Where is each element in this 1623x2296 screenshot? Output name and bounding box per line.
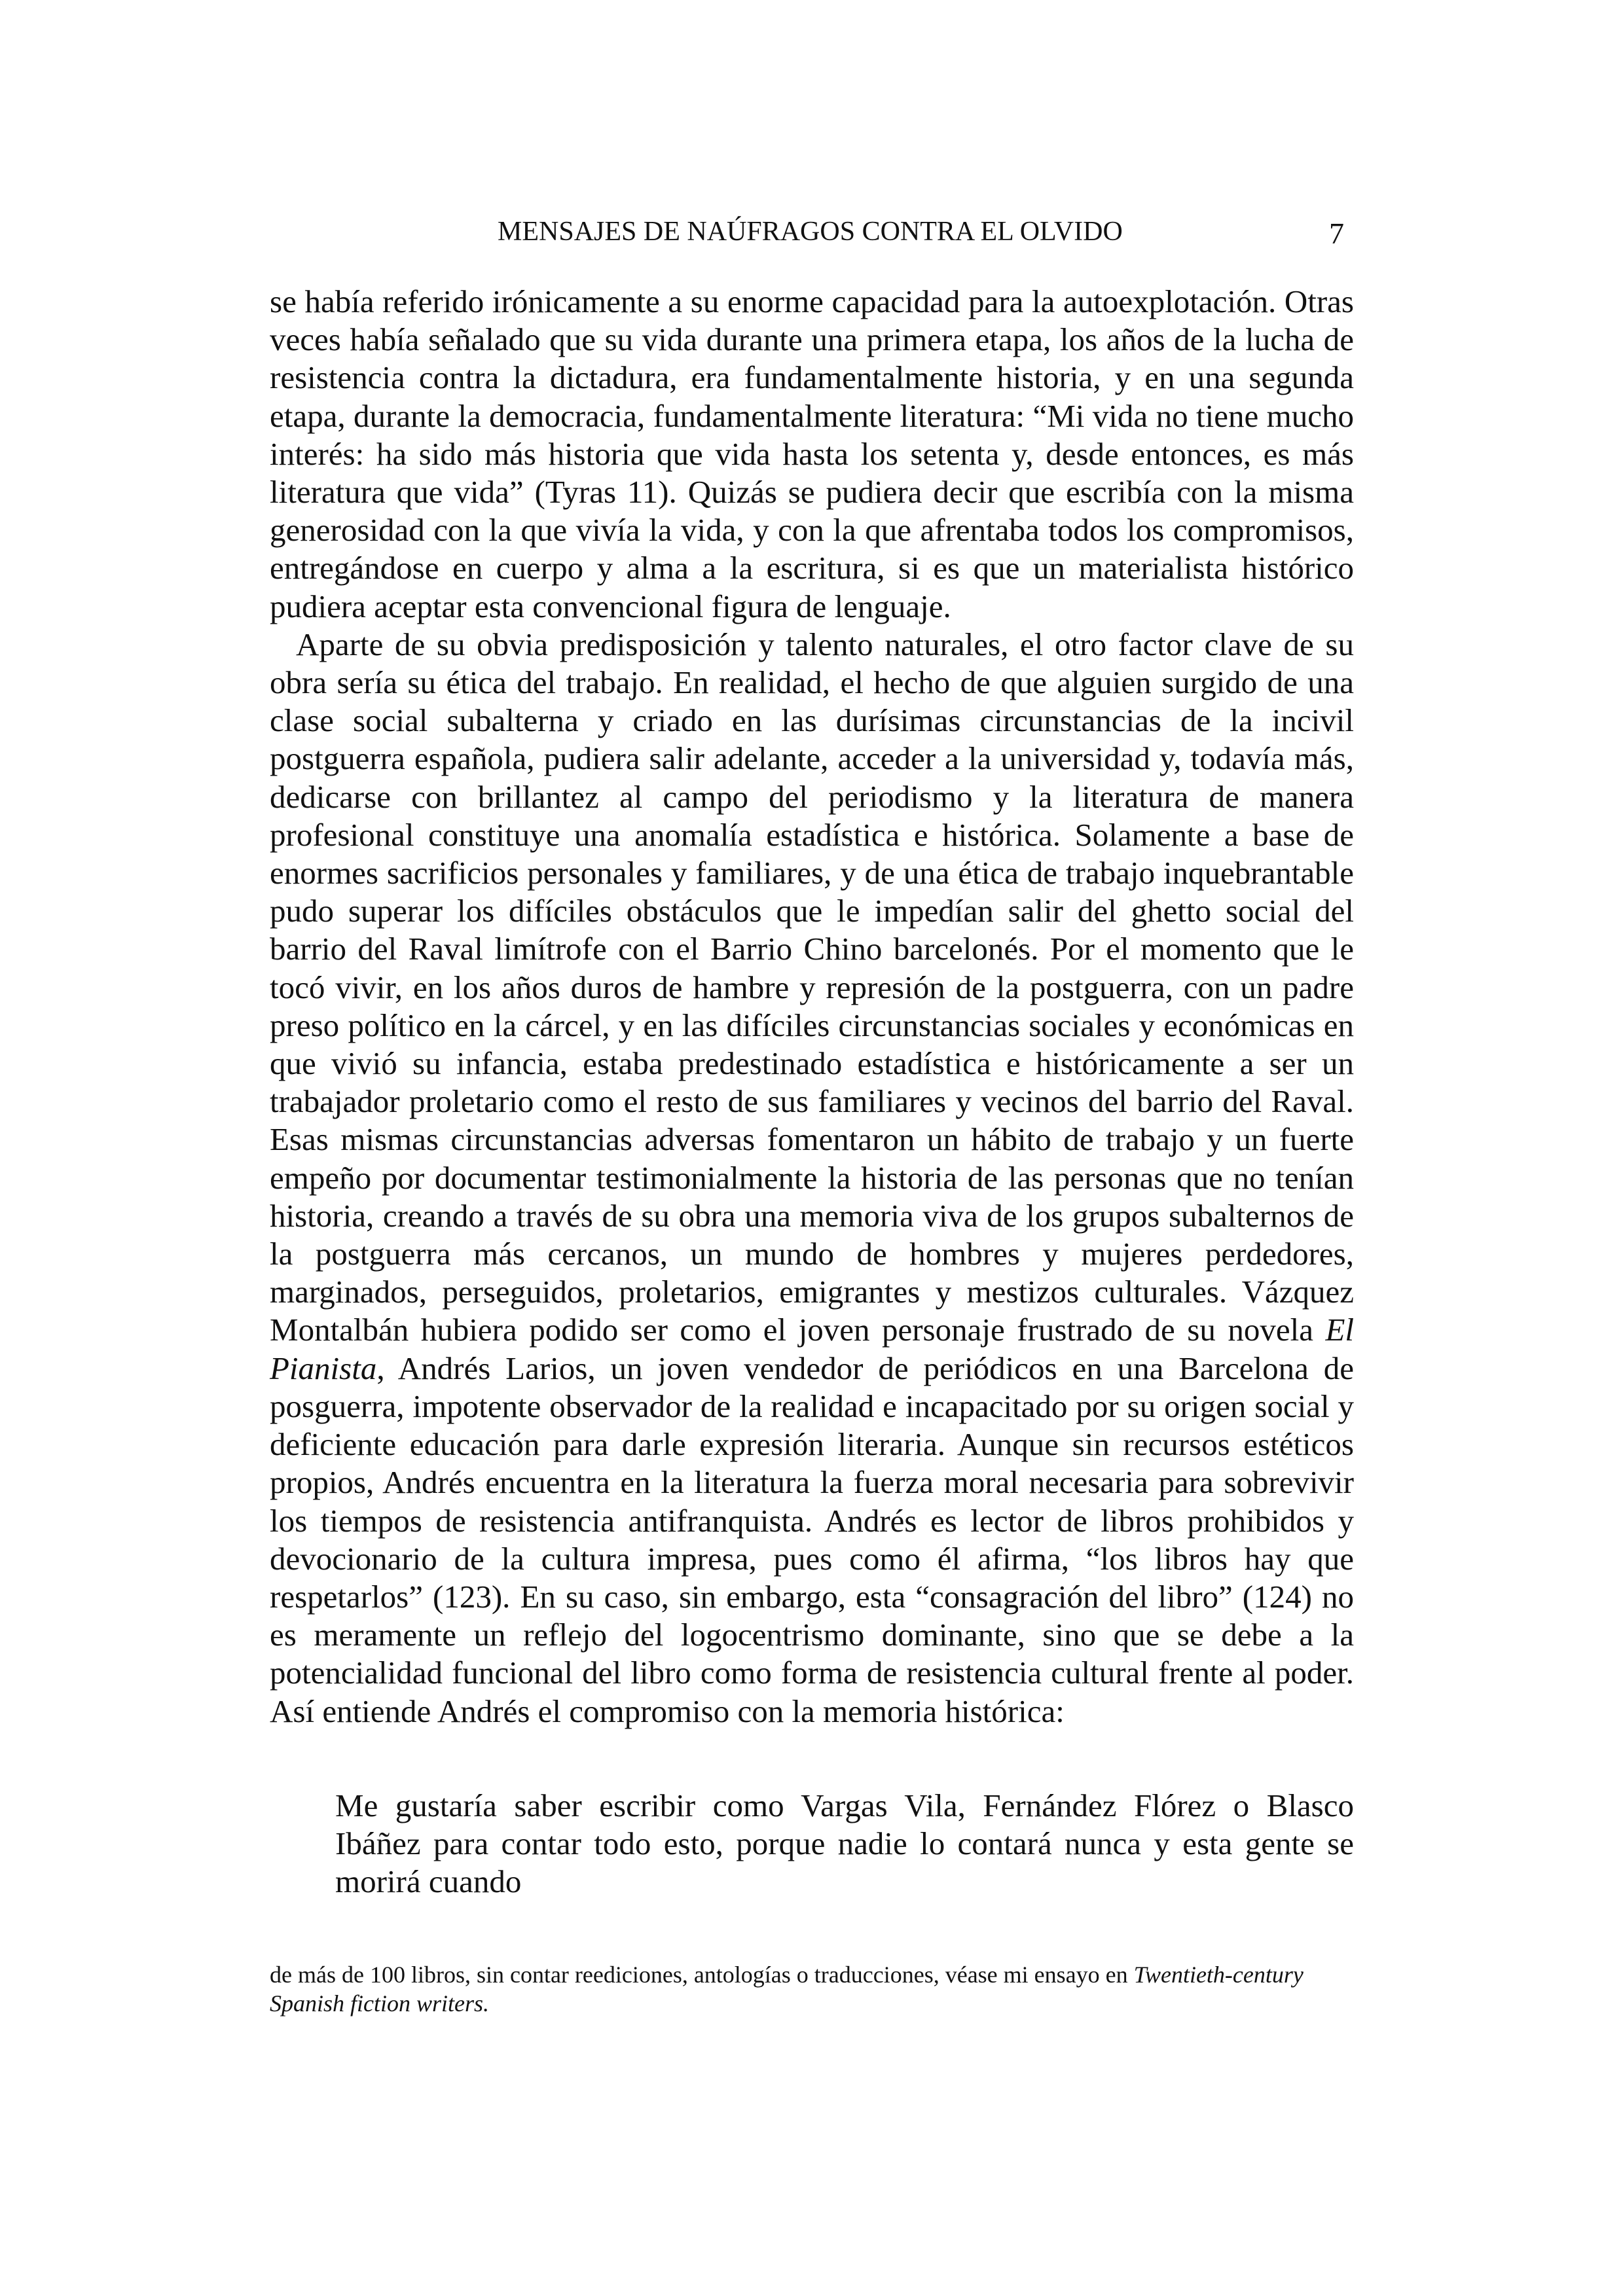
paragraph-1: se había referido irónicamente a su enorme capacidad para la autoexplotación. Otras veces había señalado que su vida durante una primera etapa, los años de la lucha de resistencia contra la dictadura, era fundamentalmente historia, y en una segunda etapa, durante la democracia, fundamentalmente literatura: “Mi vida no tiene mucho interés: ha sido más historia que vida hasta los setenta y, desde entonces, es más literatura que vida” (Tyras 11). Quizás se pudiera decir que escribía con la misma generosidad con la que vivía la vida, y con la que afrentaba todos los compromisos, entregándose en cuerpo y alma a la escritura, si es que un materialista histórico pudiera aceptar esta convencional figura de lenguaje. bbox=[270, 283, 1354, 624]
paragraph-2 bbox=[270, 626, 1354, 1731]
novel-title: El Pianista bbox=[270, 1312, 1355, 1386]
paragraph-2-text-a: Aparte de su obvia predisposición y talento naturales, el otro factor clave de su obra sería su ética del trabajo. En realidad, el hecho de que alguien surgido de una clase social subalterna y criado en las durísimas circunstancias de la incivil postguerra española, pudiera salir adelante, acceder a la universidad y, todavía más, dedicarse con brillantez al campo del periodismo y la literatura de manera profesional constituye una anomalía estadística e histórica. Solamente a base de enormes sacrificios personales y familiares, y de una ética de trabajo inquebrantable pudo superar los difíciles obstáculos que le impedían salir del ghetto social del barrio del Raval limítrofe con el Barrio Chino barcelonés. Por el momento que le tocó vivir, en los años duros de hambre y represión de la postguerra, con un padre preso político en la cárcel, y en las difíciles circunstancias sociales y económicas en que vivió su infancia, estaba predestinado estadística e históricamente a ser un trabajador proletario como el resto de sus familiares y vecinos del barrio del Raval. Esas mismas circunstancias adversas fomentaron un hábito de trabajo y un fuerte empeño por documentar testimonialmente la historia de las personas que no tenían historia, creando a través de su obra una memoria viva de los grupos subalternos de la postguerra más cercanos, un mundo de hombres y mujeres perdedores, marginados, perseguidos, proletarios, emigrantes y mestizos culturales. Vázquez Montalbán hubiera podido ser como el joven personaje frustrado de su novela bbox=[270, 626, 1354, 1348]
footnote-text bbox=[270, 1960, 1354, 2018]
footnote-cited-title: Twentieth-century Spanish fiction writers. bbox=[270, 1962, 1304, 2017]
body-text bbox=[270, 283, 1354, 1731]
running-title: MENSAJES DE NAÚFRAGOS CONTRA EL OLVIDO bbox=[498, 217, 1123, 247]
footnote bbox=[270, 1960, 1354, 2018]
footnote-text-a: de más de 100 libros, sin contar reediciones, antologías o traducciones, véase mi ensayo en bbox=[270, 1962, 1128, 1988]
page-number: 7 bbox=[1329, 217, 1344, 250]
block-quote bbox=[335, 1787, 1354, 1901]
paragraph-2-text-b: , Andrés Larios, un joven vendedor de periódicos en una Barcelona de posguerra, impotente observador de la realidad e incapacitado por su origen social y deficiente educación para darle expresión literaria. Aunque sin recursos estéticos propios, Andrés encuentra en la literatura la fuerza moral necesaria para sobrevivir los tiempos de resistencia antifranquista. Andrés es lector de libros prohibidos y devocionario de la cultura impresa, pues como él afirma, “los libros hay que respetarlos” (123). En su caso, sin embargo, esta “consagración del libro” (124) no es meramente un reflejo del logocentrismo dominante, sino que se debe a la potencialidad funcional del libro como forma de resistencia cultural frente al poder. Así entiende Andrés el compromiso con la memoria histórica: bbox=[270, 1350, 1354, 1729]
block-quote-text: Me gustaría saber escribir como Vargas Vila, Fernández Flórez o Blasco Ibáñez para contar todo esto, porque nadie lo contará nunca y esta gente se morirá cuando bbox=[335, 1787, 1354, 1900]
